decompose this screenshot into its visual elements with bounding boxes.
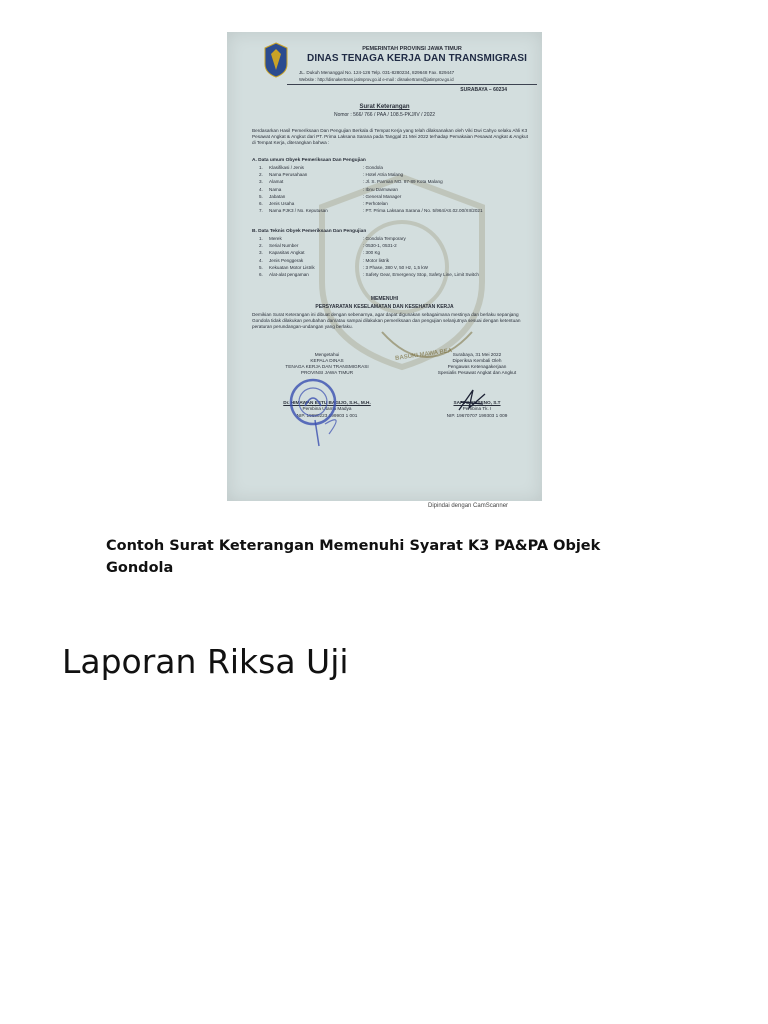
right-sig-line4: Spesialis Pesawat Angkat dan Angkut: [437, 370, 517, 376]
closing-paragraph: Demikian Surat Keterangan ini dibuat dengan sebenarnya, agar dapat digunakan sebagaimana mestinya dan berlaku sepanjang Gondola tidak dilakukan perubahan dan/atau sampai dilakukan pemeriksaan dan pengujian selanjutnya sesuai dengan ketentuan peraturan perundangan-undangan yang berlaku.: [252, 312, 521, 330]
right-sig-line1: Surabaya, 31 Mei 2022: [452, 352, 502, 357]
row-value: : PT. Prima Laksana Sarana / No. 5/964/AS.02.00/XII/2021: [363, 208, 483, 214]
row-label: Nama PJK3 / No. Keputusan: [269, 208, 328, 214]
row-label: Jenis Penggerak: [269, 257, 304, 263]
letter-number: Nomor : 566/ 766 / PAA / 108.5-PKJ/IV / 2022: [333, 112, 436, 118]
row-value: : General Manager: [363, 193, 402, 199]
header-city: SURABAYA – 60234: [460, 87, 507, 93]
row-number: 3.: [259, 250, 263, 256]
handwritten-signature: [455, 388, 489, 414]
row-label: Alamat: [269, 179, 284, 185]
header-agency: DINAS TENAGA KERJA DAN TRANSMIGRASI: [307, 53, 527, 64]
left-sig-name: Dr. HIMAWAN ESTU BAGIJO, S.H., M.H.: [283, 400, 371, 406]
row-number: 6.: [259, 201, 263, 206]
row-number: 4.: [259, 186, 263, 192]
row-value: : Motor listrik: [363, 257, 390, 263]
section-b-row: [259, 243, 539, 250]
row-number: 5.: [259, 193, 263, 199]
row-label: Alat-alat pengaman: [269, 272, 309, 277]
section-b-row: [259, 272, 539, 279]
header-address: JL. Dukuh Menanggal No. 124-126 Telp. 031-8280234, 829648 Fax. 829447: [299, 70, 455, 75]
left-sig-line3: TENAGA KERJA DAN TRANSMIGRASI: [285, 364, 369, 370]
section-b-row: [259, 258, 539, 265]
row-label: Kekuatan Motor Listrik: [269, 264, 315, 270]
stamp-motto: BASUKI MAWA BEA: [394, 348, 453, 362]
figure-caption: Contoh Surat Keterangan Memenuhi Syarat K3 PA&PA Objek Gondola: [106, 538, 601, 576]
row-value: : Gondola Temporary: [363, 236, 406, 241]
header-contact: Website : http://disnakertrans.jatimprov.go.id e-mail : disnakertrans@jatimprov.go.id: [299, 77, 454, 82]
section-heading: Laporan Riksa Uji: [62, 642, 349, 681]
left-sig-line1: Mengetahui: [314, 352, 340, 357]
section-b-row: [259, 250, 539, 257]
row-number: 1.: [259, 165, 263, 170]
row-value: : Hotel Atria Malang: [363, 172, 404, 178]
jawa-timur-emblem-icon: [264, 42, 288, 78]
row-value: : Jl. S. Parman NO. 87-89 Kota Malang: [363, 179, 443, 185]
row-value: : 300 Kg: [363, 250, 381, 256]
persyaratan-label: PERSYARATAN KESELAMATAN DAN KESEHATAN KERJA: [315, 304, 454, 310]
section-a-row: [259, 165, 539, 172]
row-number: 5.: [259, 264, 263, 270]
header-government: PEMERINTAH PROVINSI JAWA TIMUR: [362, 46, 462, 52]
row-value: : Gondola: [363, 165, 383, 170]
right-sig-rank: Pembina Tk. I: [462, 406, 492, 412]
section-a-row: [259, 208, 539, 215]
row-value: : Ibnu Darmawan: [363, 186, 398, 192]
right-sig-name: SAPTO SUSENO, S.T: [453, 400, 501, 406]
row-number: 6.: [259, 272, 263, 277]
row-number: 7.: [259, 208, 263, 214]
header-divider: [287, 84, 537, 85]
row-number: 3.: [259, 179, 263, 185]
row-value: : 0530-1, 0531-2: [363, 243, 397, 249]
intro-paragraph: Berdasarkan Hasil Pemeriksaan Dan Pengujian Berkala di Tempat Kerja yang telah dilaksanakan oleh Viki Dwi Cahyo selaku Ahli K3 Pesawat Angkat & Angkut dari PT. Prima Laksana Sarana pada Tanggal 21 Mei 2022 terhadap Pemakaian Pesawat Angkat & Angkut di Tempat Kerja, diterangkan bahwa :: [252, 128, 528, 146]
section-a-row: [259, 194, 539, 201]
section-b-row: [259, 265, 539, 272]
row-number: 2.: [259, 172, 263, 178]
section-a-row: [259, 201, 539, 208]
scanned-document-photo: [227, 32, 542, 501]
row-number: 2.: [259, 243, 263, 249]
section-a-heading: A. Data umum Obyek Pemeriksaan Dan Pengujian: [252, 158, 366, 163]
left-sig-line4: PROVINSI JAWA TIMUR: [300, 370, 354, 376]
official-blue-stamp: [285, 372, 341, 448]
left-sig-rank: Pembina Utama Madya: [302, 406, 352, 412]
scanner-watermark: Dipindai dengan CamScanner: [428, 503, 509, 509]
left-sig-line2: KEPALA DINAS: [310, 358, 344, 364]
row-number: 1.: [259, 236, 263, 241]
row-value: : Safety Gear, Emergency Stop, Safety Line, Limit Switch: [363, 272, 479, 277]
section-a-row: [259, 187, 539, 194]
memenuhi-label: MEMENUHI: [370, 296, 399, 302]
row-label: Merek: [269, 236, 282, 241]
section-b-row: [259, 236, 539, 243]
row-number: 4.: [259, 257, 263, 263]
surat-keterangan-document: [227, 32, 542, 501]
row-label: Klasifikasi / Jenis: [269, 165, 304, 170]
row-label: Jenis Usaha: [269, 201, 295, 206]
right-sig-line2: Diperiksa Kembali Oleh: [452, 358, 502, 364]
row-label: Jabatan: [269, 193, 286, 199]
letter-title: Surat Keterangan: [359, 104, 410, 110]
section-a-row: [259, 179, 539, 186]
row-label: Nama Perusahaan: [269, 172, 308, 178]
row-value: : 3 Phase, 380 V, 50 Hz, 1,5 kW: [363, 264, 428, 270]
section-a-row: [259, 172, 539, 179]
row-label: Nama: [269, 186, 282, 192]
left-sig-nip: NIP. 19680223 199903 1 001: [296, 412, 358, 418]
row-label: Serial Number: [269, 243, 299, 249]
row-value: : Perhotelan: [363, 201, 388, 206]
right-sig-line3: Pengawas Ketenagakerjaan: [447, 364, 507, 370]
row-label: Kapasitas Angkat: [269, 250, 305, 256]
section-b-heading: B. Data Teknis Obyek Pemeriksaan Dan Pengujian: [252, 229, 367, 234]
right-sig-nip: NIP. 19670707 199303 1 009: [446, 412, 508, 418]
